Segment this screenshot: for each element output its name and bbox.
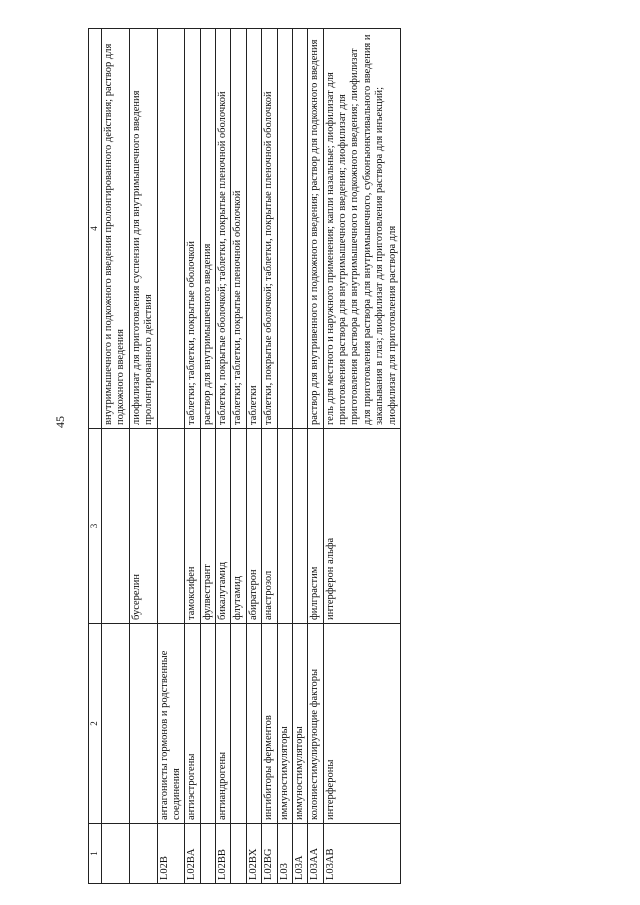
atc-code: L02BX [246, 824, 261, 884]
drug-name: бикалутамид [216, 429, 231, 624]
table-row [200, 29, 215, 884]
group-name: иммуностимуляторы [292, 624, 307, 824]
table-row [323, 29, 400, 884]
group-name: антиэстрогены [185, 624, 200, 824]
page-number: 45 [53, 416, 67, 428]
group-name [102, 624, 130, 824]
dosage-forms: таблетки, покрытые оболочкой; таблетки, покрытые пленочной оболочкой [262, 29, 277, 429]
group-name [129, 624, 157, 824]
drug-name [277, 429, 292, 624]
group-name: антиандрогены [216, 624, 231, 824]
dosage-forms: таблетки; таблетки, покрытые пленочной оболочкой [231, 29, 246, 429]
dosage-forms [292, 29, 307, 429]
drug-table [88, 28, 401, 884]
dosage-forms: лиофилизат для приготовления суспензии для внутримышечного введения пролонгированного действия [129, 29, 157, 429]
atc-code [102, 824, 130, 884]
drug-name: филграстим [308, 429, 323, 624]
atc-code: L02BB [216, 824, 231, 884]
dosage-forms: гель для местного и наружного применения; капли назальные; лиофилизат для приготовления раствора для внутримышечного введения; лиофилизат для приготовления раствора для внутримышечного и подкожного введения; лиофилизат для приготовления раствора для внутримышечного, субконъюнктивального введения и закапывания в глаз; лиофилизат для приготовления раствора для инъекций; лиофилизат для приготовления раствора для [323, 29, 400, 429]
table-row [308, 29, 323, 884]
drug-name [102, 429, 130, 624]
header-col-4: 4 [89, 29, 102, 429]
dosage-forms [157, 29, 185, 429]
group-name: интерфероны [323, 624, 400, 824]
table-row [216, 29, 231, 884]
group-name [246, 624, 261, 824]
drug-name [292, 429, 307, 624]
dosage-forms: таблетки [246, 29, 261, 429]
header-col-2: 2 [89, 624, 102, 824]
drug-name: интерферон альфа [323, 429, 400, 624]
header-col-1: 1 [89, 824, 102, 884]
header-col-3: 3 [89, 429, 102, 624]
drug-name: тамоксифен [185, 429, 200, 624]
table-row [277, 29, 292, 884]
group-name: иммуностимуляторы [277, 624, 292, 824]
drug-name: бусерелин [129, 429, 157, 624]
atc-code [231, 824, 246, 884]
dosage-forms: таблетки; таблетки, покрытые оболочкой [185, 29, 200, 429]
atc-code: L02BA [185, 824, 200, 884]
atc-code: L03A [292, 824, 307, 884]
atc-code [200, 824, 215, 884]
dosage-forms: таблетки, покрытые оболочкой; таблетки, покрытые пленочной оболочкой [216, 29, 231, 429]
atc-code: L03 [277, 824, 292, 884]
dosage-forms: раствор для внутривенного и подкожного введения; раствор для подкожного введения [308, 29, 323, 429]
atc-code: L03AA [308, 824, 323, 884]
table-row [292, 29, 307, 884]
table-row [129, 29, 157, 884]
table-row [262, 29, 277, 884]
atc-code [129, 824, 157, 884]
dosage-forms [277, 29, 292, 429]
dosage-forms: раствор для внутримышечного введения [200, 29, 215, 429]
drug-table-rotated [88, 29, 558, 884]
group-name: ингибиторы ферментов [262, 624, 277, 824]
drug-name [157, 429, 185, 624]
atc-code: L03AB [323, 824, 400, 884]
dosage-forms: внутримышечного и подкожного введения пролонгированного действия; раствор для подкожного введения [102, 29, 130, 429]
drug-name: флутамид [231, 429, 246, 624]
group-name [200, 624, 215, 824]
drug-name: анастрозол [262, 429, 277, 624]
header-row [89, 29, 102, 884]
table-row [246, 29, 261, 884]
group-name: антагонисты гормонов и родственные соединения [157, 624, 185, 824]
table-row [185, 29, 200, 884]
atc-code: L02BG [262, 824, 277, 884]
group-name [231, 624, 246, 824]
group-name: колониестимулирующие факторы [308, 624, 323, 824]
table-row [102, 29, 130, 884]
atc-code: L02B [157, 824, 185, 884]
table-row [231, 29, 246, 884]
table-row [157, 29, 185, 884]
drug-name: абиратерон [246, 429, 261, 624]
drug-name: фулвестрант [200, 429, 215, 624]
